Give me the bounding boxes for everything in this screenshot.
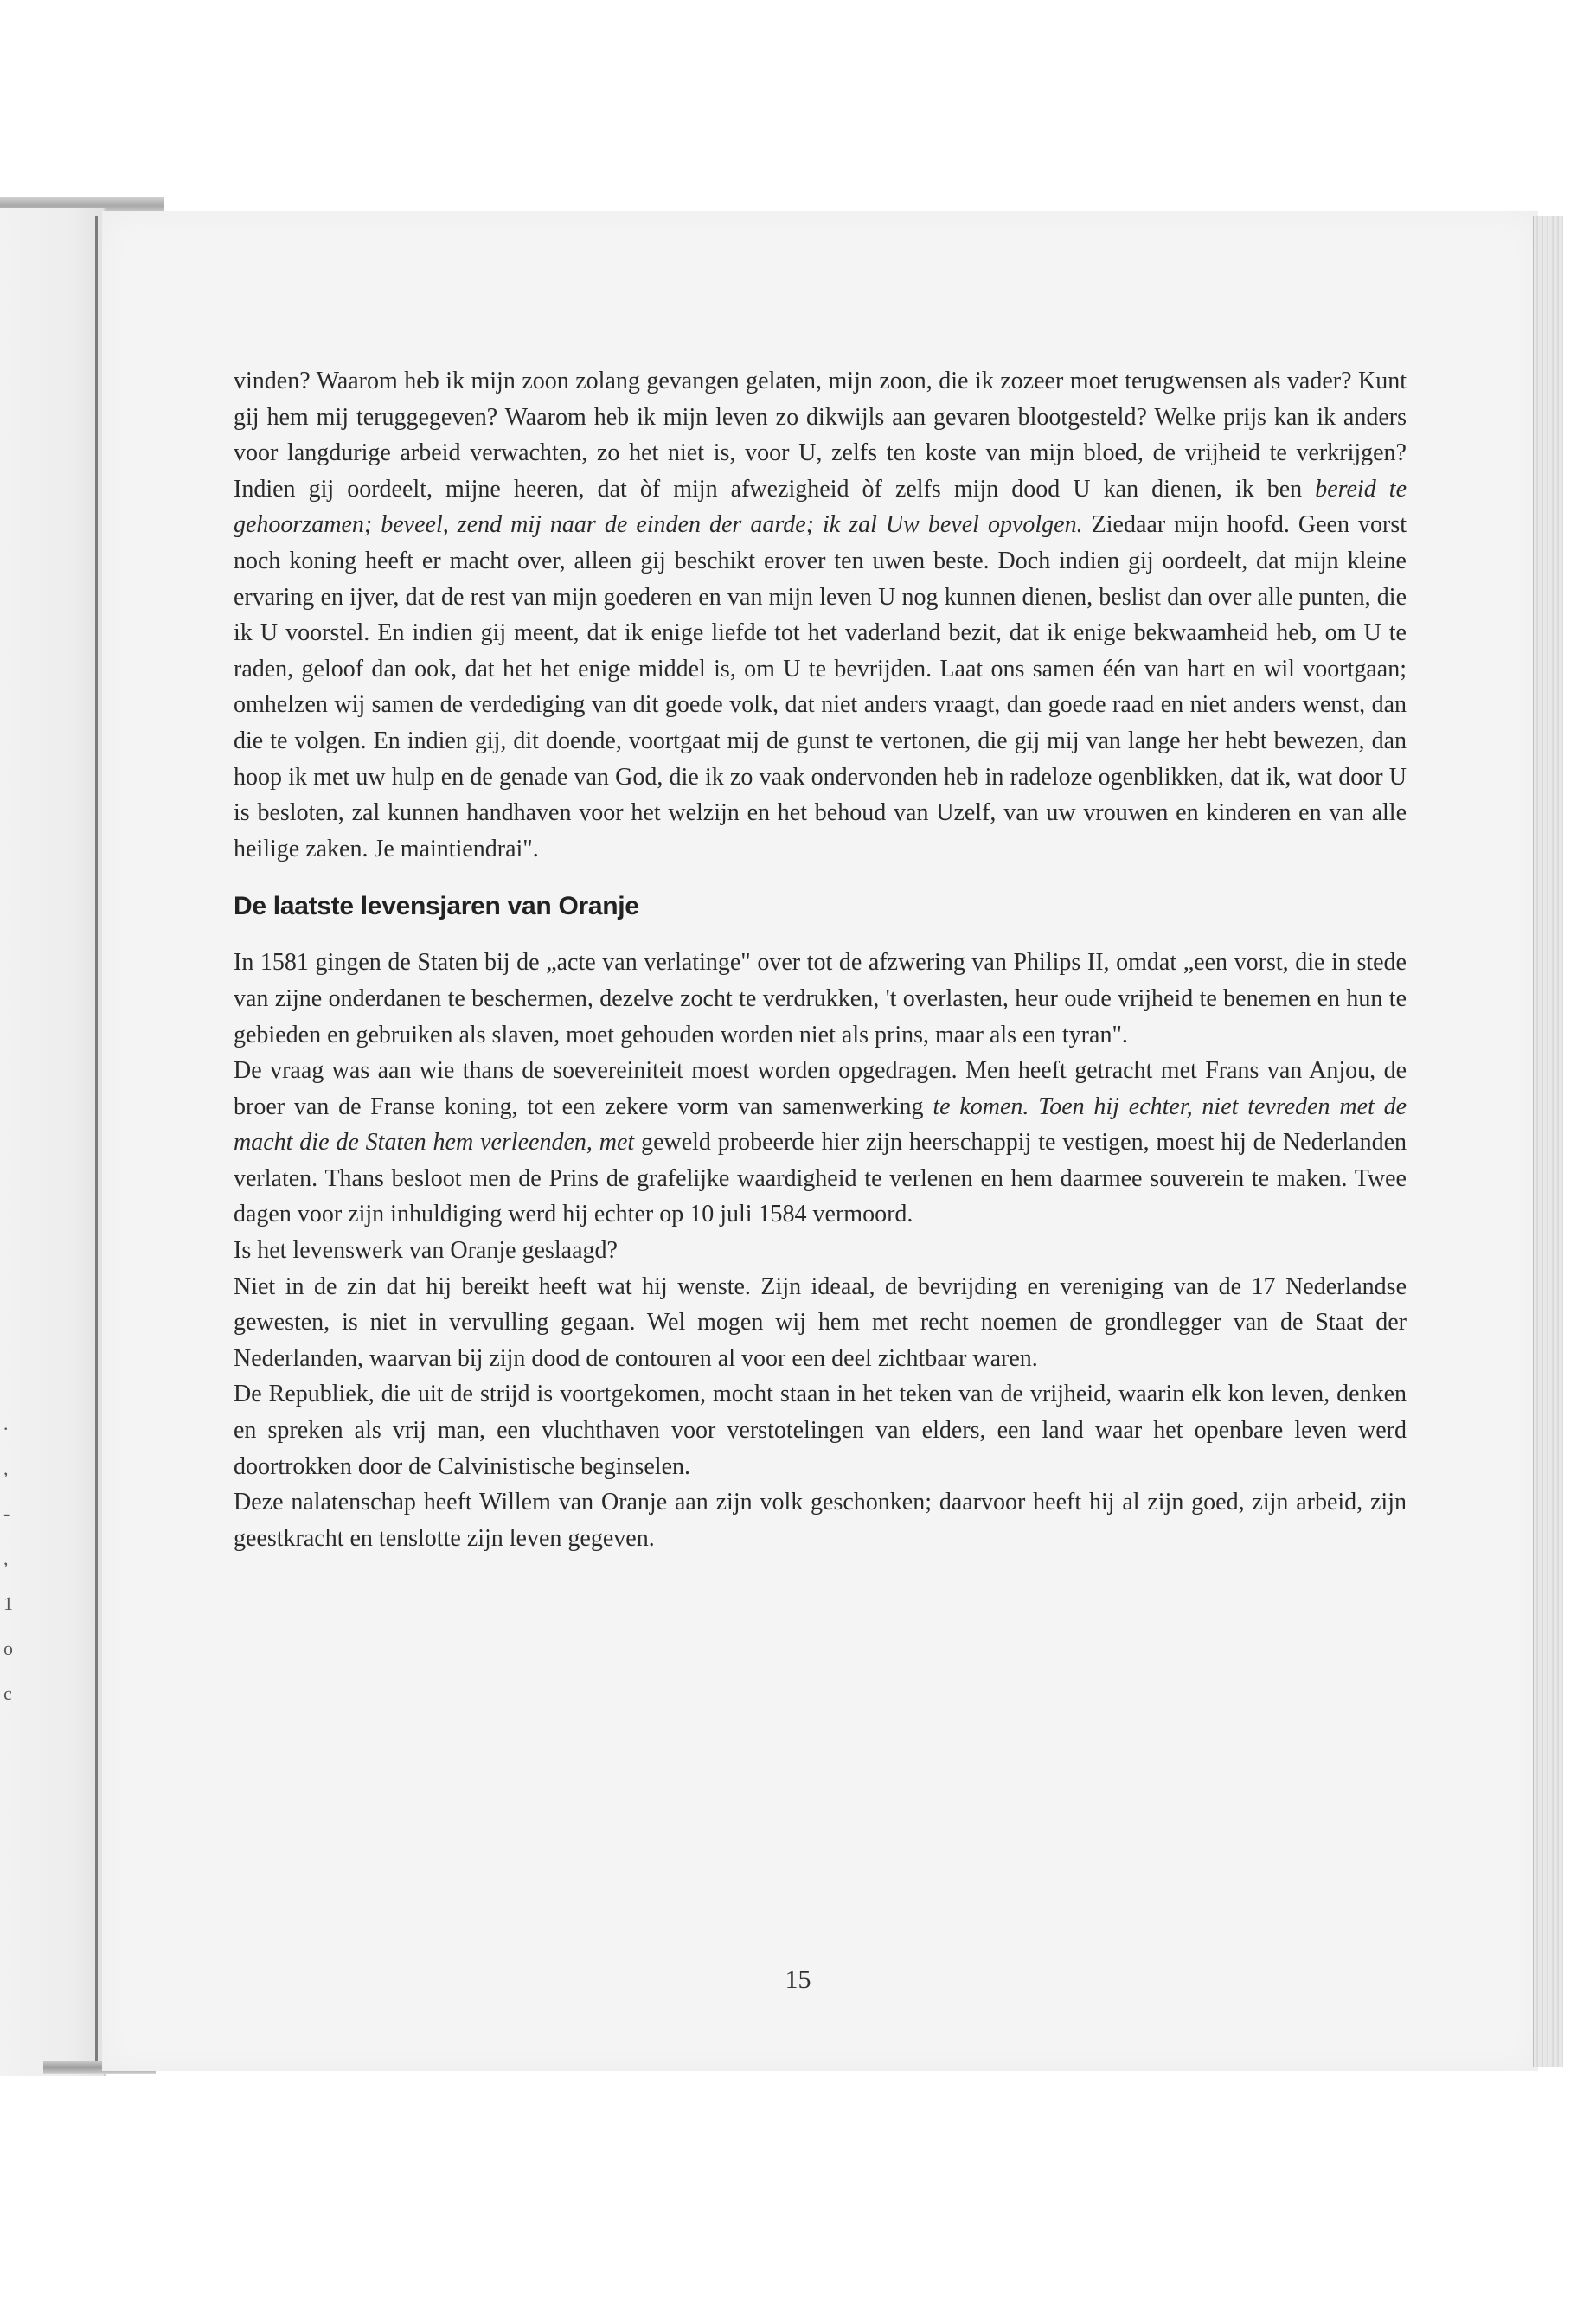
page-edges — [1533, 216, 1563, 2067]
speech-text-a: vinden? Waarom heb ik mijn zoon zolang gevangen gelaten, mijn zoon, die ik zozeer moet terugwensen als vader? Kunt gij hem mij teruggegeven? Waarom heb ik mijn leven zo dikwijls aan gevaren blootgesteld? Welke prijs kan ik anders voor langdurige arbeid verwachten, zo het niet is, voor U, zelfs ten koste van mijn bloed, de vrijheid te verkrijgen? Indien gij oordeelt, mijne heeren, dat òf mijn afwezigheid òf zelfs mijn dood U kan dienen, ik ben — [234, 368, 1407, 503]
left-facing-page — [0, 208, 106, 2076]
soevereiniteit-text-a: De vraag was aan wie thans de soevereiniteit moest worden opgedragen. Men heeft getracht met Frans van Anjou, de broer van de Franse koning, tot een zekere vorm van samenwerking — [234, 1057, 1407, 1120]
paragraph-nalatenschap: Deze nalatenschap heeft Willem van Oranje aan zijn volk geschonken; daarvoor heeft hij al zijn goed, zijn arbeid, zijn geestkracht en tenslotte zijn leven gegeven. — [234, 1489, 1407, 1552]
page-body — [234, 363, 1407, 1556]
left-page-mark: 1 — [3, 1593, 13, 1614]
paragraph-soevereiniteit — [234, 1053, 1407, 1233]
left-page-mark: o — [3, 1638, 13, 1659]
left-page-mark: , — [3, 1548, 9, 1569]
paragraph-republiek: De Republiek, die uit de strijd is voortgekomen, mocht staan in het teken van de vrijheid, waarin elk kon leven, denken en spreken als vrij man, een vluchthaven voor verstotelingen van elders, een land waar het openbare leven werd doortrokken door de Calvinistische beginselen. — [234, 1381, 1407, 1480]
soevereiniteit-text-italic: te komen. Toen hij echter, niet tevreden met de macht die de Staten hem verleenden, met — [234, 1093, 1407, 1157]
paragraph-speech — [234, 363, 1407, 867]
book-spine — [95, 216, 98, 2067]
left-page-mark: - — [3, 1503, 10, 1524]
soevereiniteit-text-b: geweld probeerde hier zijn heerschappij te vestigen, moest hij de Nederlanden verlaten. Thans besloot men de Prins de grafelijke waardigheid te verlenen en hem daarmee souverein te maken. Twee dagen voor zijn inhuldiging werd hij echter op 10 juli 1584 vermoord. — [234, 1129, 1407, 1228]
speech-text-italic: bereid te gehoorzamen; beveel, zend mij naar de einden der aarde; ik zal Uw bevel opvolgen. — [234, 475, 1407, 539]
paragraph-ideaal: Niet in de zin dat hij bereikt heeft wat hij wenste. Zijn ideaal, de bevrijding en vereniging van de 17 Nederlandse gewesten, is niet in vervulling gegaan. Wel mogen wij hem met recht noemen de grondlegger van de Staat der Nederlanden, waarvan bij zijn dood de contouren al voor een deel zichtbaar waren. — [234, 1272, 1407, 1372]
left-page-mark: , — [3, 1458, 9, 1479]
page-number: 15 — [785, 1965, 811, 1994]
left-page-mark: c — [3, 1682, 12, 1704]
paragraph-acte-van-verlatinge: In 1581 gingen de Staten bij de „acte van verlatinge" over tot de afzwering van Philips II, omdat „een vorst, die in stede van zijne onderdanen te beschermen, dezelve zocht te verdrukken, 't overlasten, heur oude vrijheid te benemen en hun te gebieden en gebruiken als slaven, moet gehouden worden niet als prins, maar als een tyran". — [234, 949, 1407, 1048]
left-page-marks — [3, 1401, 13, 1716]
left-page-mark: . — [3, 1413, 9, 1434]
speech-text-b: Ziedaar mijn hoofd. Geen vorst noch koning heeft er macht over, alleen gij beschikt erover ten uwen beste. Doch indien gij oordeelt, dat mijn kleine ervaring en ijver, dat de rest van mijn goederen en van mijn leven U nog kunnen dienen, beslist dan over alle punten, die ik U voorstel. En indien gij meent, dat ik enige liefde tot het vaderland bezit, dat ik enige bekwaamheid heb, om U te raden, geloof dan ook, dat het het enige middel is, om U te bevrijden. Laat ons samen één van hart en wil voortgaan; omhelzen wij samen de verdediging van dit goede volk, dat niet anders vraagt, dan goede raad en niet anders wenst, dan die te volgen. En indien gij, dit doende, voortgaat mij de gunst te vertonen, die gij mij van lange her hebt bewezen, dan hoop ik met uw hulp en de genade van God, die ik zo vaak ondervonden heb in radeloze ogenblikken, dat ik, wat door U is besloten, zal kunnen handhaven voor het welzijn en het behoud van Uzelf, van uw vrouwen en kinderen en van alle heilige zaken. Je maintiendrai". — [234, 511, 1407, 862]
section-heading: De laatste levensjaren van Oranje — [234, 892, 639, 921]
paragraph-question: Is het levenswerk van Oranje geslaagd? — [234, 1237, 618, 1265]
